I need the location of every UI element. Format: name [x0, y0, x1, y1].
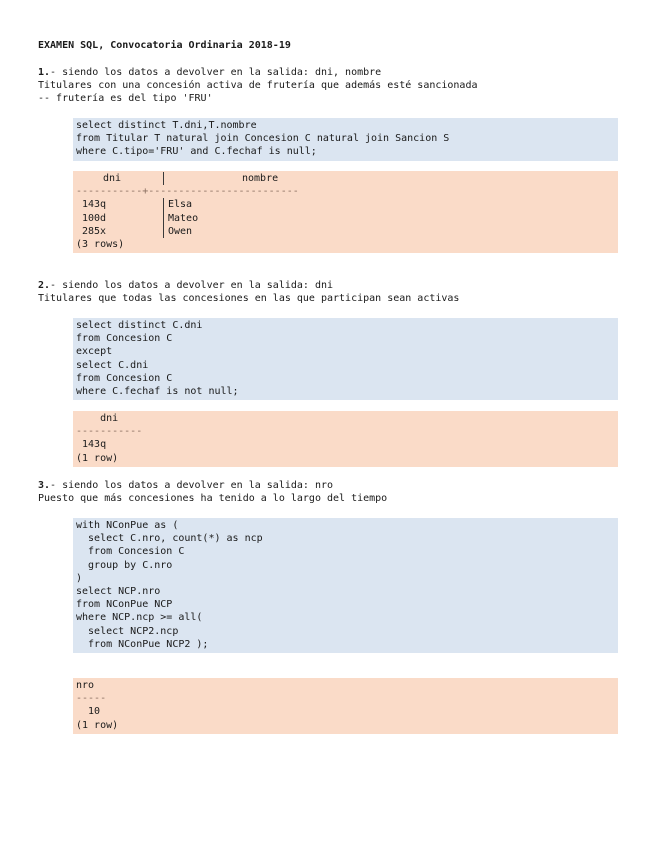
- table-row: [76, 198, 618, 211]
- column-separator: [163, 225, 164, 238]
- question-text: - siendo los datos a devolver en la salida: dni, nombre: [50, 67, 382, 78]
- table-row: [76, 225, 618, 238]
- sql-line: select C.dni: [76, 359, 149, 371]
- sql-query-2: [73, 318, 618, 400]
- output-line: nro: [76, 680, 95, 691]
- question-text: - siendo los datos a devolver en la salida: nro: [50, 480, 334, 491]
- sql-line: where C.tipo='FRU' and C.fechaf is null;: [76, 146, 317, 158]
- sql-query-3: [73, 518, 618, 653]
- sql-line: group by C.nro: [76, 559, 173, 571]
- output-divider: -----: [76, 693, 107, 705]
- cell-nombre: Elsa: [168, 199, 193, 211]
- sql-line: from Concesion C: [76, 333, 173, 345]
- question-text: Titulares que todas las concesiones en las que participan sean activas: [38, 293, 460, 305]
- cell-dni: 100d: [82, 212, 107, 224]
- question-number: 1.: [38, 67, 51, 78]
- cell-dni: 143q: [82, 199, 107, 211]
- sql-line: from NConPue NCP2 );: [76, 638, 209, 650]
- sql-line: where NCP.ncp >= all(: [76, 612, 203, 624]
- table-row: [76, 212, 618, 225]
- query-output-1: [73, 171, 618, 253]
- sql-line: select distinct C.dni: [76, 320, 203, 331]
- sql-line: select NCP2.ncp: [76, 625, 179, 637]
- sql-line: where C.fechaf is not null;: [76, 386, 239, 398]
- question-text: -- frutería es del tipo 'FRU': [38, 93, 213, 105]
- output-footer: (3 rows): [76, 239, 125, 251]
- question-2-heading: [38, 279, 459, 305]
- sql-line: ): [76, 572, 83, 584]
- question-number: 2.: [38, 280, 51, 291]
- output-divider: -----------: [76, 426, 143, 438]
- output-divider: -----------+-------------------------: [76, 186, 299, 198]
- output-footer: (1 row): [76, 719, 119, 731]
- sql-line: from NConPue NCP: [76, 599, 173, 611]
- sql-line: from Titular T natural join Concesion C natural join Sancion S: [76, 133, 450, 145]
- output-footer: (1 row): [76, 452, 119, 464]
- question-text: Titulares con una concesión activa de frutería que además esté sancionada: [38, 80, 478, 92]
- sql-line: with NConPue as (: [76, 520, 179, 531]
- query-output-3: [73, 678, 618, 734]
- sql-line: select distinct T.dni,T.nombre: [76, 120, 257, 131]
- column-separator: [163, 198, 164, 211]
- output-line: dni: [76, 413, 119, 424]
- column-header: nombre: [242, 173, 279, 184]
- output-header-row: [76, 172, 618, 185]
- question-number: 3.: [38, 480, 51, 491]
- question-3-heading: [38, 479, 387, 505]
- sql-line: select NCP.nro: [76, 586, 161, 598]
- sql-line: from Concesion C: [76, 372, 173, 384]
- cell-nombre: Mateo: [168, 212, 199, 224]
- column-header: dni: [103, 173, 122, 184]
- question-1-heading: [38, 66, 478, 106]
- sql-line: except: [76, 346, 113, 358]
- page-title: EXAMEN SQL, Convocatoria Ordinaria 2018-19: [38, 40, 291, 51]
- query-output-2: [73, 411, 618, 467]
- question-text: Puesto que más concesiones ha tenido a lo largo del tiempo: [38, 493, 388, 505]
- sql-line: from Concesion C: [76, 546, 185, 558]
- cell-dni: 285x: [82, 225, 107, 237]
- cell-nombre: Owen: [168, 225, 193, 237]
- sql-query-1: [73, 118, 618, 161]
- column-separator: [163, 212, 164, 225]
- column-separator: [163, 172, 164, 185]
- sql-line: select C.nro, count(*) as ncp: [76, 533, 263, 545]
- output-line: 143q: [76, 439, 107, 451]
- question-text: - siendo los datos a devolver en la salida: dni: [50, 280, 334, 291]
- output-line: 10: [76, 706, 101, 718]
